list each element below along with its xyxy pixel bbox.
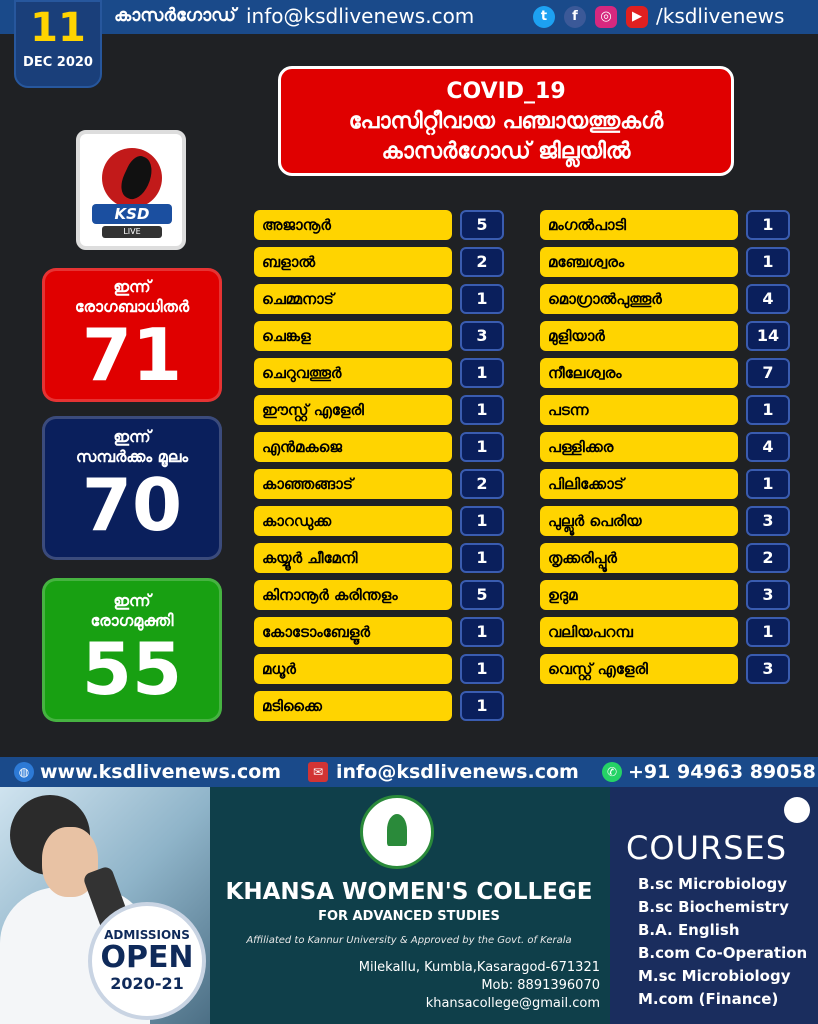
stat-label: ഇന്ന് [113, 591, 151, 610]
panchayat-count: 5 [460, 210, 504, 240]
panchayat-name: അജാനൂർ [254, 210, 452, 240]
whatsapp-icon: ✆ [602, 762, 622, 782]
panchayat-name: വെസ്റ്റ് എളേരി [540, 654, 738, 684]
title-line-1: COVID_19 [446, 79, 566, 104]
kerala-map-icon [102, 148, 162, 208]
panchayat-name: പടന്ന [540, 395, 738, 425]
panchayat-name: ഈസ്റ്റ് എളേരി [254, 395, 452, 425]
college-seal-icon [784, 797, 810, 823]
course-item: M.sc Microbiology [638, 967, 791, 985]
college-address: Milekallu, Kumbla,Kasaragod-671321 [358, 960, 600, 975]
panchayat-count: 1 [746, 395, 790, 425]
panchayat-name: വലിയപറമ്പ [540, 617, 738, 647]
stat-label: രോഗബാധിതർ [74, 297, 190, 316]
panchayat-count: 1 [460, 654, 504, 684]
instagram-icon[interactable]: ◎ [595, 6, 617, 28]
panchayat-count: 1 [746, 617, 790, 647]
panchayat-name: മുളിയാർ [540, 321, 738, 351]
college-subtitle: FOR ADVANCED STUDIES [318, 909, 500, 924]
stat-value: 70 [81, 463, 183, 547]
date-month: DEC 2020 [23, 55, 93, 70]
panchayat-name: ബളാൽ [254, 247, 452, 277]
panchayat-name: കയ്യൂർ ചീമേനി [254, 543, 452, 573]
stat-label: രോഗമുക്തി [90, 611, 174, 630]
panchayat-count: 7 [746, 358, 790, 388]
twitter-icon[interactable]: t [533, 6, 555, 28]
panchayat-count: 3 [746, 580, 790, 610]
stat-value: 71 [81, 313, 183, 397]
admissions-open-badge [88, 902, 206, 1020]
panchayat-name: മംഗൽപാടി [540, 210, 738, 240]
date-badge [14, 0, 102, 88]
panchayat-name: എൻമകജെ [254, 432, 452, 462]
panchayat-count: 1 [746, 247, 790, 277]
youtube-icon[interactable]: ▶ [626, 6, 648, 28]
panchayat-count: 1 [460, 691, 504, 721]
panchayat-count: 2 [460, 247, 504, 277]
panchayat-name: മൊഗ്രാൽപുത്തൂർ [540, 284, 738, 314]
panchayat-name: ഉദുമ [540, 580, 738, 610]
panchayat-count: 3 [460, 321, 504, 351]
stat-value: 55 [81, 627, 183, 711]
panchayat-name: പുല്ലൂർ പെരിയ [540, 506, 738, 536]
mail-icon: ✉ [308, 762, 328, 782]
panchayat-count: 1 [460, 284, 504, 314]
stat-label: ഇന്ന് [113, 277, 151, 296]
panchayat-count: 4 [746, 284, 790, 314]
panchayat-name: നീലേശ്വരം [540, 358, 738, 388]
panchayat-name: കോടോംബേളൂർ [254, 617, 452, 647]
panchayat-name: കാഞ്ഞങ്ങാട് [254, 469, 452, 499]
panchayat-count: 14 [746, 321, 790, 351]
college-seal-icon [360, 795, 434, 869]
course-item: B.com Co-Operation [638, 944, 808, 962]
courses-panel [610, 787, 818, 1024]
panchayat-count: 2 [746, 543, 790, 573]
panchayat-count: 1 [746, 469, 790, 499]
course-item: B.sc Microbiology [638, 875, 787, 893]
panchayat-count: 2 [460, 469, 504, 499]
admissions-open: OPEN [100, 940, 194, 975]
title-line-2: പോസിറ്റീവായ പഞ്ചായത്തുകൾ [348, 109, 664, 134]
panchayat-name: മടിക്കൈ [254, 691, 452, 721]
panchayat-name: പള്ളിക്കര [540, 432, 738, 462]
panchayat-count: 1 [460, 432, 504, 462]
stat-contact-today [42, 416, 222, 560]
panchayat-name: കാറഡുക്ക [254, 506, 452, 536]
title-line-3: കാസർഗോഡ് ജില്ലയിൽ [381, 139, 631, 164]
facebook-icon[interactable]: f [564, 6, 586, 28]
admissions-year: 2020-21 [110, 974, 184, 993]
footer-contact-bar [0, 757, 818, 787]
panchayat-name: മധൂർ [254, 654, 452, 684]
college-name: KHANSA WOMEN'S COLLEGE [225, 879, 593, 905]
panchayat-name: ചെമ്മനാട് [254, 284, 452, 314]
date-day: 11 [30, 5, 86, 51]
footer-phone[interactable]: +91 94963 89058 [628, 761, 816, 783]
courses-title: COURSES [626, 829, 788, 867]
panchayat-count: 1 [746, 210, 790, 240]
panchayat-count: 4 [746, 432, 790, 462]
panchayat-count: 1 [460, 617, 504, 647]
panchayat-name: തൃക്കരിപ്പൂർ [540, 543, 738, 573]
footer-email-link[interactable]: info@ksdlivenews.com [336, 761, 579, 783]
stat-label: സമ്പർക്കം മൂലം [75, 447, 189, 466]
panchayat-count: 1 [460, 358, 504, 388]
college-contact [340, 959, 600, 1013]
header-place: കാസർഗോഡ് [114, 5, 236, 26]
panchayat-count: 3 [746, 654, 790, 684]
course-item: B.sc Biochemistry [638, 898, 789, 916]
admissions-label: ADMISSIONS [104, 928, 190, 942]
panchayat-count: 1 [460, 543, 504, 573]
panchayat-name: മഞ്ചേശ്വരം [540, 247, 738, 277]
logo-sub: LIVE [102, 226, 162, 238]
globe-icon: ◍ [14, 762, 34, 782]
panchayat-name: കിനാനൂർ കരിന്തളം [254, 580, 452, 610]
footer-website-link[interactable]: www.ksdlivenews.com [40, 761, 282, 783]
ksd-live-logo [76, 130, 186, 250]
college-affiliation: Affiliated to Kannur University & Approved by the Govt. of Kerala [246, 935, 572, 946]
course-item: M.com (Finance) [638, 990, 779, 1008]
stat-label: ഇന്ന് [113, 427, 151, 446]
title-box [278, 66, 734, 176]
top-header-bar [0, 0, 818, 34]
header-email-link[interactable]: info@ksdlivenews.com [246, 4, 475, 28]
panchayat-name: പിലിക്കോട് [540, 469, 738, 499]
college-mobile: Mob: 8891396070 [481, 978, 600, 993]
panchayat-name: ചെറുവത്തൂർ [254, 358, 452, 388]
panchayat-count: 1 [460, 395, 504, 425]
panchayat-count: 5 [460, 580, 504, 610]
logo-brand: KSD [92, 204, 172, 224]
college-email: khansacollege@gmail.com [425, 996, 600, 1011]
header-social-handle[interactable]: /ksdlivenews [656, 4, 785, 28]
ad-main-panel [210, 787, 610, 1024]
panchayat-name: ചെങ്കള [254, 321, 452, 351]
stat-infected-today [42, 268, 222, 402]
stat-recovered-today [42, 578, 222, 722]
panchayat-count: 3 [746, 506, 790, 536]
panchayat-count: 1 [460, 506, 504, 536]
course-item: B.A. English [638, 921, 740, 939]
